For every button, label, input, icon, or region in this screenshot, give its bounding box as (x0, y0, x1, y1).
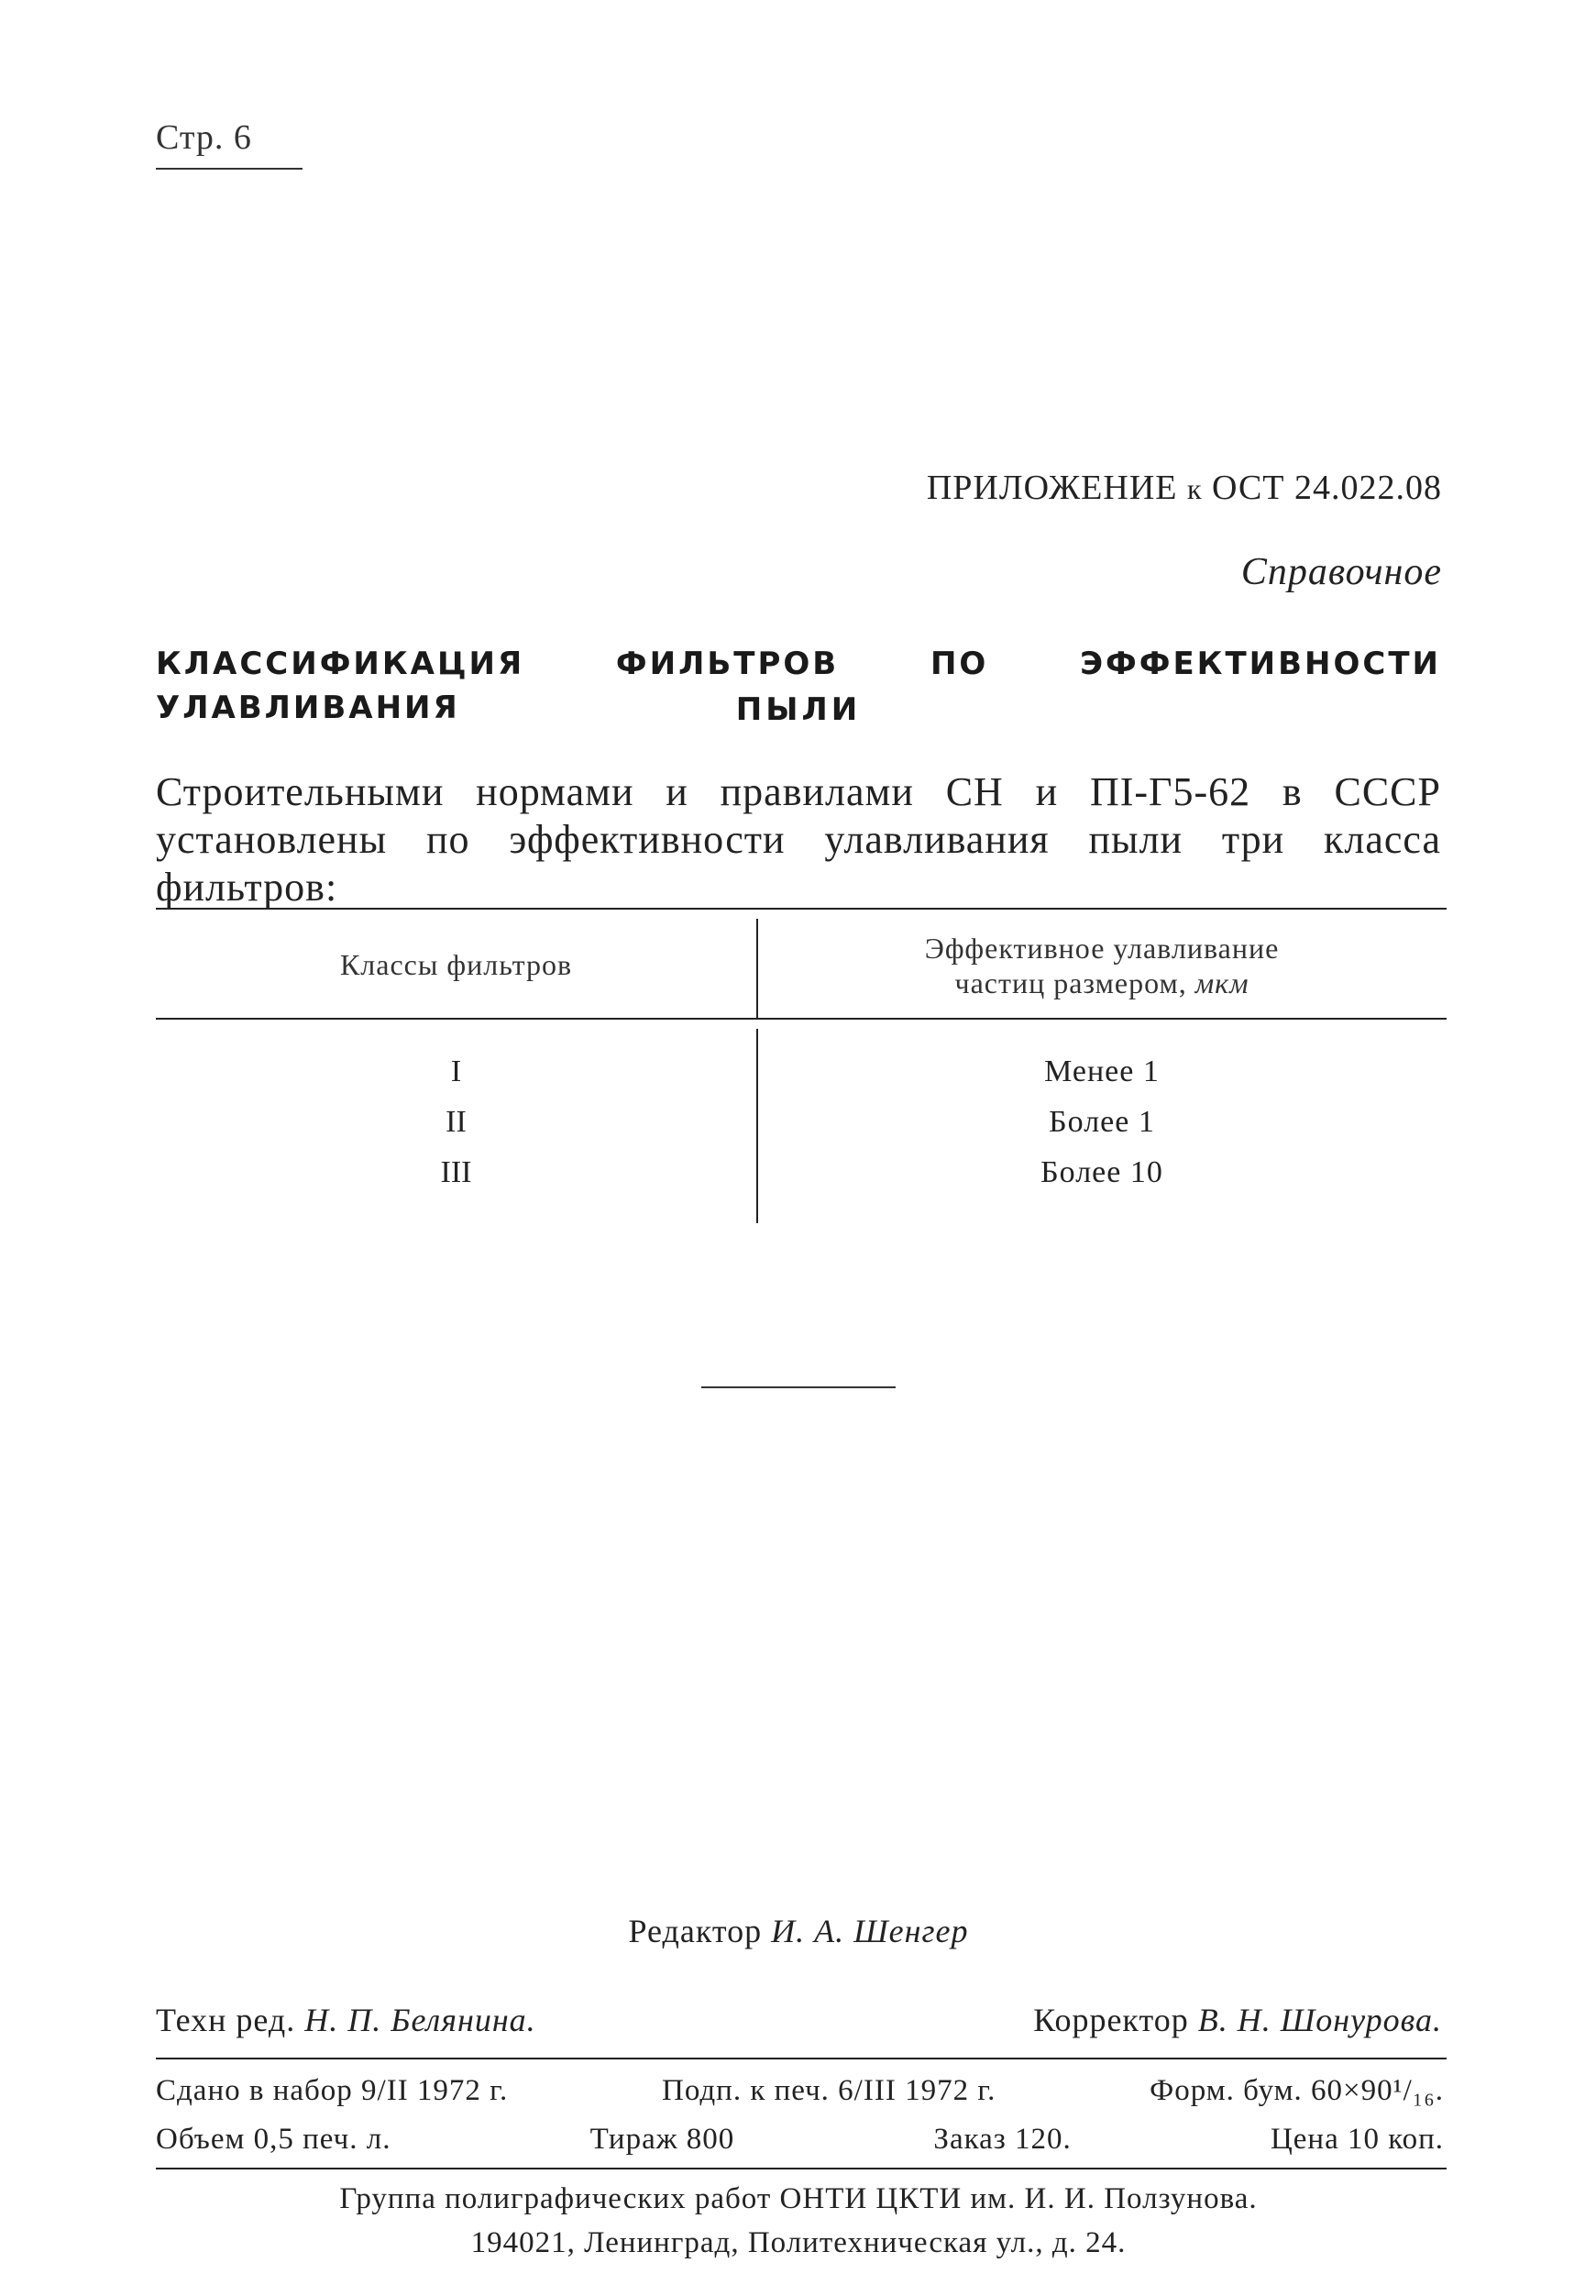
editor-line (156, 1912, 1441, 1950)
table-header-classes: Классы фильтров (339, 948, 573, 981)
imprint-volume: Объем 0,5 печ. л. (156, 2123, 391, 2156)
table-header-unit: мкм (1194, 966, 1249, 999)
table-row-efficiency: Более 1 (1049, 1105, 1155, 1139)
editor-name: И. А. Шенгер (771, 1913, 969, 1949)
appendix-word: ПРИЛОЖЕНИЕ (926, 469, 1178, 507)
tech-editor-name: Н. П. Белянина. (304, 2002, 536, 2038)
table-row-class: II (446, 1105, 467, 1139)
appendix-heading (927, 468, 1442, 508)
document-title-line2: ПЫЛИ (735, 691, 862, 728)
printer-name: Группа полиграфических работ ОНТИ ЦКТИ им. И. И. Ползунова. (339, 2182, 1258, 2215)
page-number-underline (156, 168, 303, 170)
appendix-preposition: к (1186, 472, 1203, 505)
page-number: Стр. 6 (156, 118, 252, 157)
printer-address: 194021, Ленинград, Политехническая ул., д. 24. (470, 2226, 1127, 2259)
imprint-rule-2 (156, 2168, 1447, 2169)
table-header-efficiency-line2 (758, 966, 1446, 1000)
imprint-print-dates (156, 2074, 1444, 2108)
intro-paragraph: Строительными нормами и правилами СН и ПI-Г5-62 в СССР установлены по эффективности улавливания пыли три класса фильтров: (156, 769, 1441, 910)
table-row-efficiency: Менее 1 (1044, 1054, 1160, 1088)
table-header-efficiency (758, 931, 1446, 1000)
corrector-name: В. Н. Шонурова. (1197, 2002, 1442, 2038)
imprint-paper-format: Форм. бум. 60×90¹/₁₆. (1150, 2074, 1444, 2107)
editor-label: Редактор (628, 1913, 763, 1949)
imprint-volume-line (156, 2123, 1444, 2157)
table-header-efficiency-text: частиц размером, (954, 966, 1187, 999)
tech-editor-label: Техн ред. (156, 2002, 296, 2038)
corrector-line (1033, 2001, 1442, 2039)
table-header-efficiency-line1: Эффективное улавливание (924, 932, 1280, 965)
end-of-text-rule (701, 1386, 896, 1388)
table-row-efficiency: Более 10 (1040, 1155, 1163, 1189)
table-header-rule (156, 1018, 1447, 1020)
imprint-order: Заказ 120. (933, 2123, 1072, 2156)
imprint-sign-date: Подп. к печ. 6/III 1972 г. (661, 2074, 996, 2107)
table-top-rule (156, 908, 1447, 910)
imprint-rule-1 (156, 2058, 1447, 2059)
imprint-price: Цена 10 коп. (1270, 2123, 1444, 2156)
table-row-class: III (440, 1155, 472, 1189)
reference-note: Справочное (1240, 551, 1442, 593)
appendix-standard: ОСТ 24.022.08 (1212, 469, 1442, 507)
table-row-class: I (450, 1054, 462, 1088)
corrector-label: Корректор (1033, 2002, 1189, 2038)
imprint-circulation: Тираж 800 (589, 2123, 735, 2156)
document-title-line1: КЛАССИФИКАЦИЯ ФИЛЬТРОВ ПО ЭФФЕКТИВНОСТИ УЛАВЛИВАНИЯ (156, 646, 1441, 726)
imprint-typeset-date: Сдано в набор 9/II 1972 г. (156, 2074, 509, 2107)
tech-editor-line (156, 2001, 536, 2039)
